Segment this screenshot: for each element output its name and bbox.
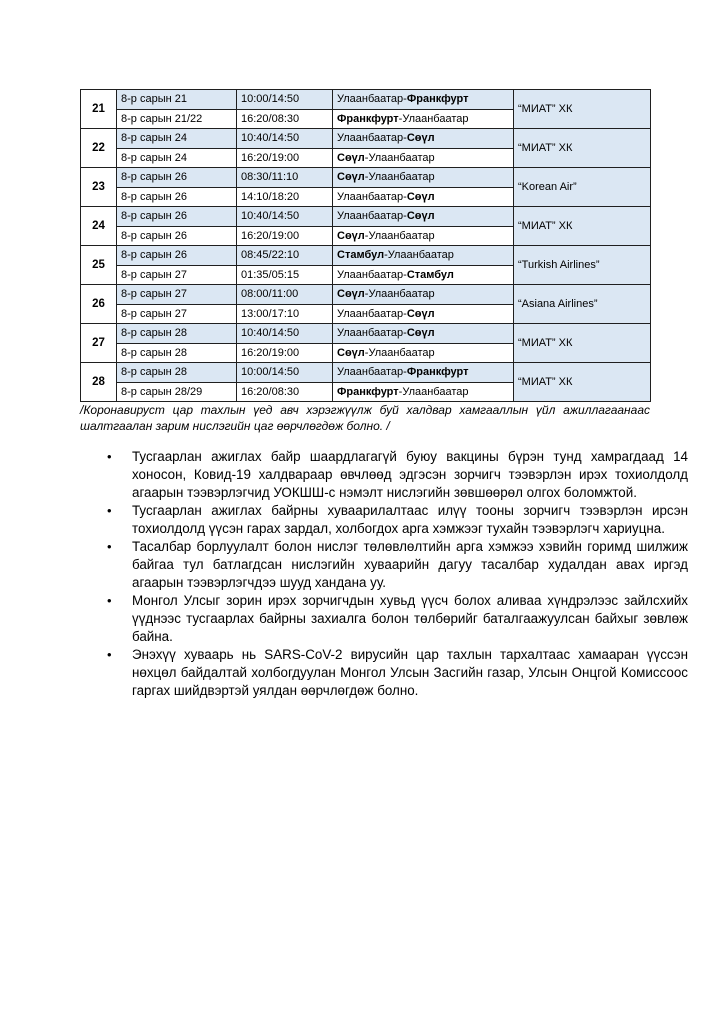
flight-route [333, 363, 514, 383]
route-part-b: -Улаанбаатар [398, 112, 469, 125]
route-part-b: -Улаанбаатар [364, 229, 435, 242]
flight-time: 16:20/19:00 [237, 226, 333, 246]
route-part-b: Сөүл [406, 190, 435, 203]
flight-number: 22 [81, 129, 117, 168]
route-part-a: Сөүл [337, 151, 365, 164]
route-part-b: Сөүл [406, 210, 435, 223]
flight-date: 8-р сарын 27 [117, 304, 237, 324]
flight-date: 8-р сарын 21 [117, 90, 237, 110]
route-part-a: Улаанбаатар- [337, 268, 407, 281]
flight-route [333, 304, 514, 324]
route-part-b: Сөүл [406, 132, 435, 145]
flight-time: 10:40/14:50 [237, 129, 333, 149]
bullet-dot-icon: • [107, 647, 112, 662]
flight-route [333, 343, 514, 363]
bullet-dot-icon: • [107, 449, 112, 464]
route-part-b: Стамбул [406, 268, 454, 281]
flight-row [81, 324, 651, 344]
schedule-note: /Коронавируст цар тахлын үед авч хэрэгжүүлж буй халдвар хамгааллын үйл ажиллагаанаас шалтгаалан зарим нислэгийн цаг өөрчлөгдөж болно. / [80, 403, 650, 433]
flight-schedule-table [80, 89, 651, 402]
bullet-text: Монгол Улсыг зорин ирэх зорчигчдын хувьд үүсч болох аливаа хүндрэлээс зайлсхийх үүднээс тусгаарлах байрны захиалга болон төлбөрийг баталгаажуулсан байхыг зөвлөж байна. [132, 593, 688, 644]
flight-carrier: “МИАТ” ХК [514, 363, 651, 402]
bullet-dot-icon: • [107, 539, 112, 554]
flight-carrier: “МИАТ” ХК [514, 324, 651, 363]
flight-time: 13:00/17:10 [237, 304, 333, 324]
flight-route [333, 129, 514, 149]
route-part-a: Стамбул [337, 249, 385, 262]
flight-route [333, 324, 514, 344]
flight-time: 16:20/19:00 [237, 148, 333, 168]
bullet-text: Энэхүү хуваарь нь SARS-CoV-2 вирусийн цар тахлын тархалтаас хамааран үүссэн нөхцөл байдалтай холбогдуулан Монгол Улсын Засгийн газар, Улсын Онцгой Комиссоос гаргах шийдвэртэй уялдан өөрчлөгдөж болно. [132, 647, 688, 698]
route-part-a: Улаанбаатар- [337, 210, 407, 223]
info-bullet-item [107, 646, 688, 700]
flight-date: 8-р сарын 27 [117, 265, 237, 285]
route-part-a: Улаанбаатар- [337, 132, 407, 145]
route-part-a: Франкфурт [337, 385, 399, 398]
route-part-a: Улаанбаатар- [337, 307, 407, 320]
flight-route [333, 265, 514, 285]
flight-table-body [81, 90, 651, 402]
flight-row [81, 168, 651, 188]
info-bullet-item [107, 592, 688, 646]
flight-route [333, 382, 514, 402]
flight-time: 08:45/22:10 [237, 246, 333, 266]
flight-date: 8-р сарын 21/22 [117, 109, 237, 129]
route-part-b: -Улаанбаатар [364, 151, 435, 164]
route-part-b: -Улаанбаатар [384, 249, 454, 262]
flight-number: 23 [81, 168, 117, 207]
route-part-a: Улаанбаатар- [337, 190, 407, 203]
flight-date: 8-р сарын 26 [117, 246, 237, 266]
info-bullet-item [107, 448, 688, 502]
flight-carrier: “МИАТ” ХК [514, 207, 651, 246]
flight-date: 8-р сарын 24 [117, 148, 237, 168]
flight-number: 25 [81, 246, 117, 285]
flight-carrier: “МИАТ” ХК [514, 90, 651, 129]
flight-date: 8-р сарын 24 [117, 129, 237, 149]
route-part-b: Сөүл [406, 327, 435, 340]
route-part-a: Сөүл [337, 288, 365, 301]
flight-date: 8-р сарын 26 [117, 187, 237, 207]
route-part-a: Сөүл [337, 346, 365, 359]
flight-row [81, 246, 651, 266]
flight-date: 8-р сарын 26 [117, 207, 237, 227]
flight-time: 01:35/05:15 [237, 265, 333, 285]
flight-row [81, 363, 651, 383]
info-bullet-item [107, 538, 688, 592]
flight-date: 8-р сарын 28 [117, 324, 237, 344]
flight-time: 14:10/18:20 [237, 187, 333, 207]
flight-route [333, 109, 514, 129]
flight-number: 21 [81, 90, 117, 129]
route-part-a: Сөүл [337, 229, 365, 242]
route-part-b: -Улаанбаатар [364, 288, 435, 301]
flight-row [81, 207, 651, 227]
flight-row [81, 129, 651, 149]
route-part-b: Франкфурт [406, 93, 469, 106]
route-part-a: Улаанбаатар- [337, 366, 407, 379]
route-part-a: Сөүл [337, 171, 365, 184]
flight-time: 10:40/14:50 [237, 207, 333, 227]
flight-route [333, 246, 514, 266]
flight-route [333, 90, 514, 110]
bullet-text: Тусгаарлан ажиглах байрны хуваарилалтаас илүү тооны зорчигч тээвэрлэн ирсэн тохиолдолд үүсэн гарах зардал, холбогдох арга хэмжээг тухайн тээвэрлэгч хариуцна. [132, 503, 688, 536]
flight-carrier: “МИАТ” ХК [514, 129, 651, 168]
flight-date: 8-р сарын 28/29 [117, 382, 237, 402]
route-part-b: -Улаанбаатар [364, 346, 435, 359]
flight-time: 08:00/11:00 [237, 285, 333, 305]
flight-route [333, 187, 514, 207]
flight-row [81, 285, 651, 305]
flight-row [81, 90, 651, 110]
bullet-dot-icon: • [107, 593, 112, 608]
route-part-b: -Улаанбаатар [364, 171, 435, 184]
flight-carrier: “Korean Air” [514, 168, 651, 207]
bullet-text: Тасалбар борлуулалт болон нислэг төлөвлөлтийн арга хэмжээ хэвийн горимд шилжиж байгаа тул батлагдсан нислэгийн хуваарийн дагуу тасалбар худалдан авах иргэд агаарын тээвэрлэгчдээ шууд хандана уу. [132, 539, 688, 590]
flight-route [333, 285, 514, 305]
flight-time: 10:00/14:50 [237, 363, 333, 383]
route-part-b: -Улаанбаатар [398, 385, 469, 398]
flight-route [333, 148, 514, 168]
route-part-a: Улаанбаатар- [337, 327, 407, 340]
info-bullet-list [80, 448, 688, 700]
flight-date: 8-р сарын 28 [117, 363, 237, 383]
bullet-text: Тусгаарлан ажиглах байр шаардлагагүй буюу вакцины бүрэн тунд хамрагдаад 14 хоносон, Ковид-19 халдвараар өвчлөөд эдгэсэн зорчигч тээвэрлэн ирэх тохиолдолд агаарын тээвэрлэгчид УОКШШ-с нэмэлт нислэгийн зөвшөөрөл олгох боломжтой. [132, 449, 688, 500]
flight-carrier: “Turkish Airlines” [514, 246, 651, 285]
flight-route [333, 168, 514, 188]
flight-time: 16:20/08:30 [237, 109, 333, 129]
flight-time: 10:00/14:50 [237, 90, 333, 110]
flight-date: 8-р сарын 26 [117, 168, 237, 188]
flight-number: 26 [81, 285, 117, 324]
flight-number: 24 [81, 207, 117, 246]
flight-number: 27 [81, 324, 117, 363]
flight-date: 8-р сарын 27 [117, 285, 237, 305]
route-part-a: Франкфурт [337, 112, 399, 125]
flight-route [333, 226, 514, 246]
route-part-b: Франкфурт [406, 366, 469, 379]
flight-time: 16:20/08:30 [237, 382, 333, 402]
flight-date: 8-р сарын 26 [117, 226, 237, 246]
flight-time: 16:20/19:00 [237, 343, 333, 363]
flight-carrier: “Asiana Airlines” [514, 285, 651, 324]
route-part-a: Улаанбаатар- [337, 93, 407, 106]
bullet-dot-icon: • [107, 503, 112, 518]
flight-route [333, 207, 514, 227]
flight-number: 28 [81, 363, 117, 402]
info-bullet-item [107, 502, 688, 538]
flight-date: 8-р сарын 28 [117, 343, 237, 363]
flight-time: 08:30/11:10 [237, 168, 333, 188]
flight-time: 10:40/14:50 [237, 324, 333, 344]
route-part-b: Сөүл [406, 307, 435, 320]
